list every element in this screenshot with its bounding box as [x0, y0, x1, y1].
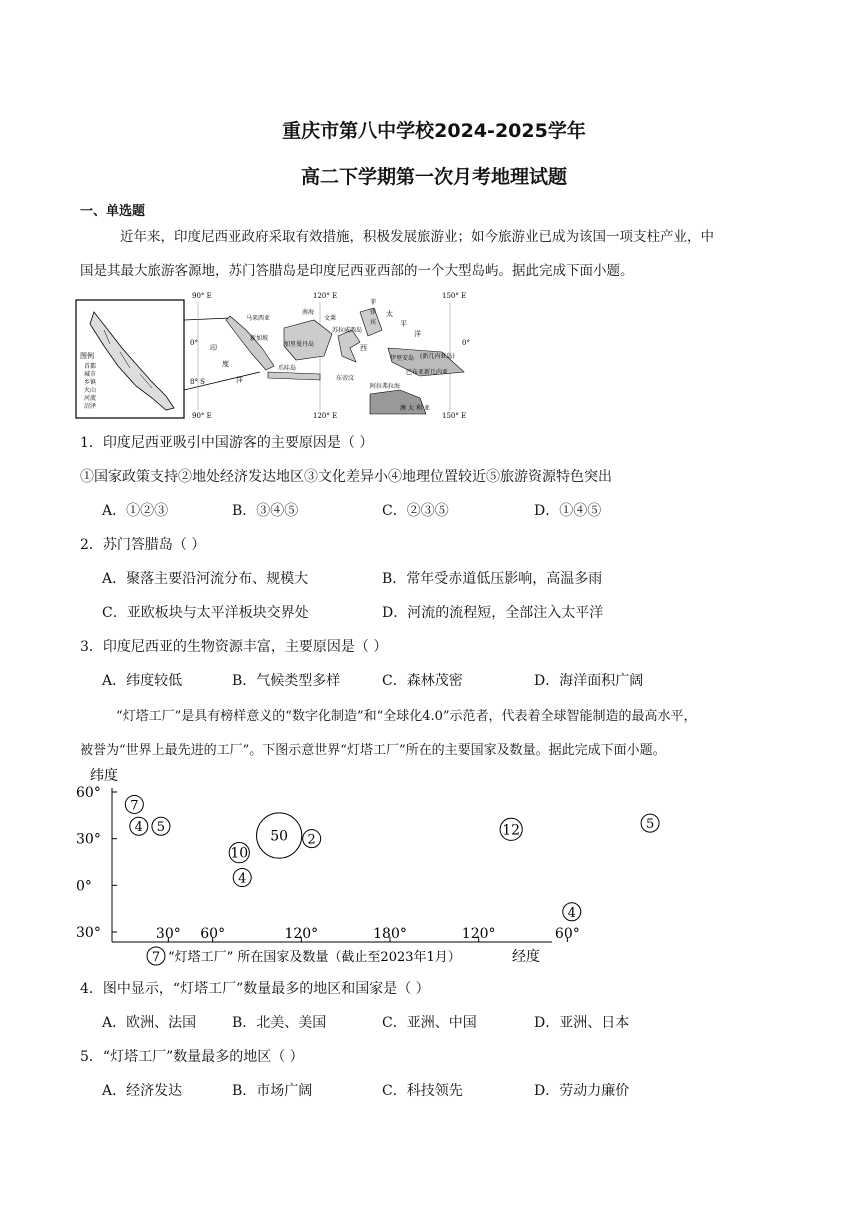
bubble-label: 7 — [130, 798, 139, 814]
label-png: 巴布亚新几内亚 — [406, 369, 449, 376]
label-singapore: 新加坡 — [250, 335, 269, 342]
q5-option-a[interactable]: A．经济发达 — [102, 1083, 183, 1099]
x-tick-label: 120° — [284, 926, 319, 942]
java-shape — [268, 372, 320, 380]
q3-option-b[interactable]: B．气候类型多样 — [232, 673, 341, 689]
bubble-label: 5 — [645, 817, 655, 833]
bubble-label: 5 — [156, 820, 166, 836]
q5-option-d[interactable]: D．劳动力廉价 — [534, 1083, 630, 1099]
x-tick-label: 180° — [373, 926, 407, 942]
lon-bottom-120: 120° E — [313, 412, 338, 420]
q4-option-b[interactable]: B．北美、美国 — [232, 1015, 327, 1031]
bubble-label: 4 — [567, 905, 576, 921]
label-ph-3: 宾 — [370, 319, 377, 326]
q4-option-a[interactable]: A．欧洲、法国 — [102, 1015, 197, 1031]
indonesia-map — [70, 290, 500, 422]
label-brunei: 文莱 — [324, 315, 337, 322]
x-tick-label: 60° — [554, 926, 580, 942]
bubble-label: 12 — [502, 822, 521, 839]
label-sulawesi: 苏拉威西岛 — [332, 327, 363, 334]
label-au-3: 利 — [416, 405, 423, 412]
bubble-label: 10 — [230, 845, 249, 862]
q5-option-b[interactable]: B．市场广阔 — [232, 1083, 313, 1099]
label-kalimantan: 加里曼丹岛 — [284, 341, 315, 348]
passage2-line2: 被誉为“世界上最先进的工厂”。下图示意世界“灯塔工厂”所在的主要国家及数量。据此完成下面小题。 — [80, 743, 666, 758]
q3-option-a[interactable]: A．纬度较低 — [102, 673, 183, 689]
x-tick-label: 120° — [461, 926, 496, 942]
q1-option-a[interactable]: A．①②③ — [102, 503, 169, 519]
q2-option-c[interactable]: C．亚欧板块与太平洋板块交界处 — [102, 605, 309, 621]
label-yin: 印 — [210, 344, 217, 352]
x-axis-label: 经度 — [512, 949, 540, 965]
lon-bottom-150: 150° E — [442, 412, 467, 420]
q1-option-c[interactable]: C．②③⑤ — [382, 503, 449, 519]
label-yang: 洋 — [414, 330, 421, 338]
lon-top-120: 120° E — [313, 292, 338, 300]
y-tick-label: 60° — [76, 785, 101, 801]
label-ocean: 洋 — [236, 376, 243, 384]
lat-8s: 8° S — [190, 378, 205, 386]
page-title-line2: 高二下学期第一次月考地理试题 — [300, 166, 567, 188]
passage1-line2: 国是其最大旅游客源地，苏门答腊岛是印度尼西亚西部的一个大型岛屿。据此完成下面小题。 — [80, 263, 634, 279]
y-tick-label: 30° — [76, 831, 101, 848]
label-java: 爪哇岛 — [278, 365, 297, 372]
lon-top-90: 90° E — [192, 292, 212, 300]
q5-stem: 5．“灯塔工厂”数量最多的地区（ ） — [80, 1049, 304, 1065]
q2-stem: 2．苏门答腊岛（ ） — [80, 537, 206, 553]
label-xi: 西 — [360, 344, 367, 352]
q1-stem: 1．印度尼西亚吸引中国游客的主要原因是（ ） — [80, 435, 374, 451]
bubble-label: 4 — [134, 820, 143, 836]
x-tick-label: 30° — [155, 926, 181, 942]
y-axis-label: 纬度 — [90, 768, 118, 784]
label-new-guinea: (新几内亚岛) — [420, 353, 455, 360]
caption-badge-text: 7 — [151, 950, 161, 965]
label-south-china-sea: 南海 — [302, 309, 315, 316]
label-ping: 平 — [400, 320, 407, 328]
q2-option-d[interactable]: D．河流的流程短，全部注入太平洋 — [382, 605, 604, 621]
q4-option-d[interactable]: D．亚洲、日本 — [534, 1015, 630, 1031]
q3-option-d[interactable]: D．海洋面积广阔 — [534, 673, 644, 689]
y-tick-label: 0° — [76, 878, 92, 895]
legend-volcano: 火山 — [84, 387, 97, 394]
lat-0-left: 0° — [190, 339, 198, 347]
lighthouse-factory-chart — [72, 760, 655, 970]
y-tick-label: 30° — [76, 925, 101, 941]
section-heading: 一、单选题 — [80, 204, 146, 219]
label-timor: 东帝汶 — [336, 375, 355, 382]
passage2-line1: “灯塔工厂”是具有榜样意义的“数字化制造”和“全球化4.0”示范者，代表着全球智能制造的最高水平， — [116, 709, 697, 724]
label-du: 度 — [222, 360, 229, 368]
x-tick-label: 60° — [200, 926, 226, 942]
label-irian: 伊里安岛 — [390, 355, 415, 362]
label-au-1: 澳 — [400, 405, 407, 412]
sumatra-shape — [226, 316, 274, 370]
chart-caption: “灯塔工厂” 所在国家及数量（截止至2023年1月） — [168, 950, 461, 965]
lat-0-right: 0° — [462, 339, 470, 347]
q3-option-c[interactable]: C．森林茂密 — [382, 673, 463, 689]
label-ph-2: 律 — [370, 309, 377, 316]
legend-capital: 首都 — [84, 363, 97, 370]
page-title-line1: 重庆市第八中学校2024-2025学年 — [282, 120, 586, 142]
label-tai: 太 — [386, 310, 393, 318]
legend-title: 图例 — [80, 352, 94, 360]
q2-option-a[interactable]: A．聚落主要沿河流分布、规模大 — [102, 571, 309, 587]
q1-option-b[interactable]: B．③④⑤ — [232, 503, 299, 519]
lon-top-150: 150° E — [442, 292, 467, 300]
q3-stem: 3．印度尼西亚的生物资源丰富，主要原因是（ ） — [80, 639, 388, 655]
label-ph-1: 菲 — [370, 299, 377, 306]
legend-swamp: 沼泽 — [84, 403, 97, 410]
q4-stem: 4．图中显示，“灯塔工厂”数量最多的地区和国家是（ ） — [80, 981, 430, 997]
bubble-label: 50 — [270, 828, 289, 845]
q1-choices: ①国家政策支持②地处经济发达地区③文化差异小④地理位置较近⑤旅游资源特色突出 — [80, 469, 612, 485]
q4-option-c[interactable]: C．亚洲、中国 — [382, 1015, 477, 1031]
q5-option-c[interactable]: C．科技领先 — [382, 1083, 463, 1099]
sulawesi-shape — [338, 330, 360, 362]
legend-town: 乡镇 — [84, 379, 97, 386]
lon-bottom-90: 90° E — [192, 412, 212, 420]
q2-option-b[interactable]: B．常年受赤道低压影响，高温多雨 — [382, 571, 603, 587]
bubble-label: 2 — [307, 832, 316, 848]
legend-river: 河流 — [84, 395, 97, 402]
legend-city: 城市 — [84, 371, 97, 378]
bubble-label: 4 — [238, 871, 247, 887]
borneo-shape — [284, 320, 332, 360]
label-au-2: 大 — [408, 405, 415, 412]
label-arafura: 阿拉弗拉海 — [370, 383, 401, 390]
label-au-4: 亚 — [424, 405, 431, 412]
passage1-line1: 近年来，印度尼西亚政府采取有效措施，积极发展旅游业；如今旅游业已成为该国一项支柱产业，中 — [120, 229, 714, 245]
q1-option-d[interactable]: D．①④⑤ — [534, 503, 602, 519]
label-malaysia: 马来西亚 — [246, 315, 271, 322]
